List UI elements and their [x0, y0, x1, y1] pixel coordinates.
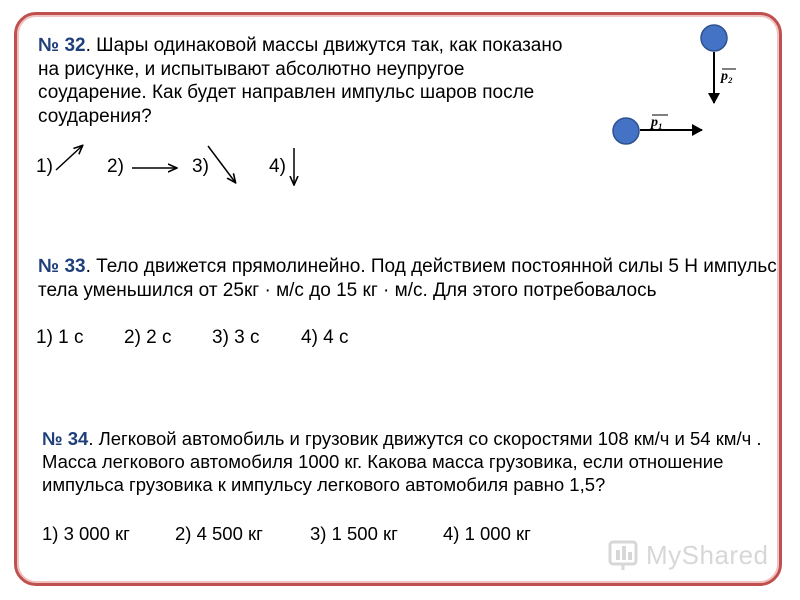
problem-32-option-1: 1) — [36, 156, 53, 177]
problem-33-number: № 33 — [38, 256, 86, 277]
answer-arrow-down-right — [208, 146, 235, 182]
problem-34-option-4: 4) 1 000 кг — [443, 523, 531, 544]
problem-34-number: № 34 — [42, 428, 89, 449]
problem-34-option-2: 2) 4 500 кг — [175, 523, 263, 544]
problem-34-text — [42, 427, 767, 496]
problem-34-option-3: 3) 1 500 кг — [310, 523, 398, 544]
label-p2: p₂ — [721, 69, 733, 84]
label-p1: p₁ — [651, 115, 663, 130]
problem-33-option-2: 2) 2 с — [124, 327, 172, 348]
answer-arrow-up-right — [56, 146, 82, 170]
problem-33-option-1: 1) 1 с — [36, 327, 84, 348]
problem-33-option-4: 4) 4 с — [301, 327, 349, 348]
watermark-logo-icon — [606, 536, 644, 574]
problem-33-option-3: 3) 3 с — [212, 327, 260, 348]
problem-33-body: . Тело движется прямолинейно. Под действием постоянной силы 5 Н импульс тела уменьшился от 25кг · м/с до 15 кг · м/с. Для этого потребовалось — [38, 256, 777, 301]
problem-32-option-2: 2) — [107, 156, 124, 177]
ball-2 — [701, 25, 727, 51]
ball-1 — [613, 118, 639, 144]
problem-32-option-4: 4) — [269, 156, 286, 177]
problem-34-body: . Легковой автомобиль и грузовик движутся со скоростями 108 км/ч и 54 км/ч . Масса легкового автомобиля 1000 кг. Какова масса грузовика, если отношение импульса грузовика к импульсу легкового автомобиля равно 1,5? — [42, 428, 762, 495]
problem-33-text — [38, 255, 783, 302]
problem-32-body: . Шары одинаковой массы движутся так, как показано на рисунке, и испытывают абсолютно неупругое соударение. Как будет направлен импульс шаров после соударения? — [38, 35, 563, 127]
problem-32-number: № 32 — [38, 35, 86, 56]
watermark — [606, 534, 769, 574]
problem-34-option-1: 1) 3 000 кг — [42, 523, 130, 544]
problem-32-option-3: 3) — [192, 156, 209, 177]
watermark-text: MyShared — [646, 540, 769, 570]
